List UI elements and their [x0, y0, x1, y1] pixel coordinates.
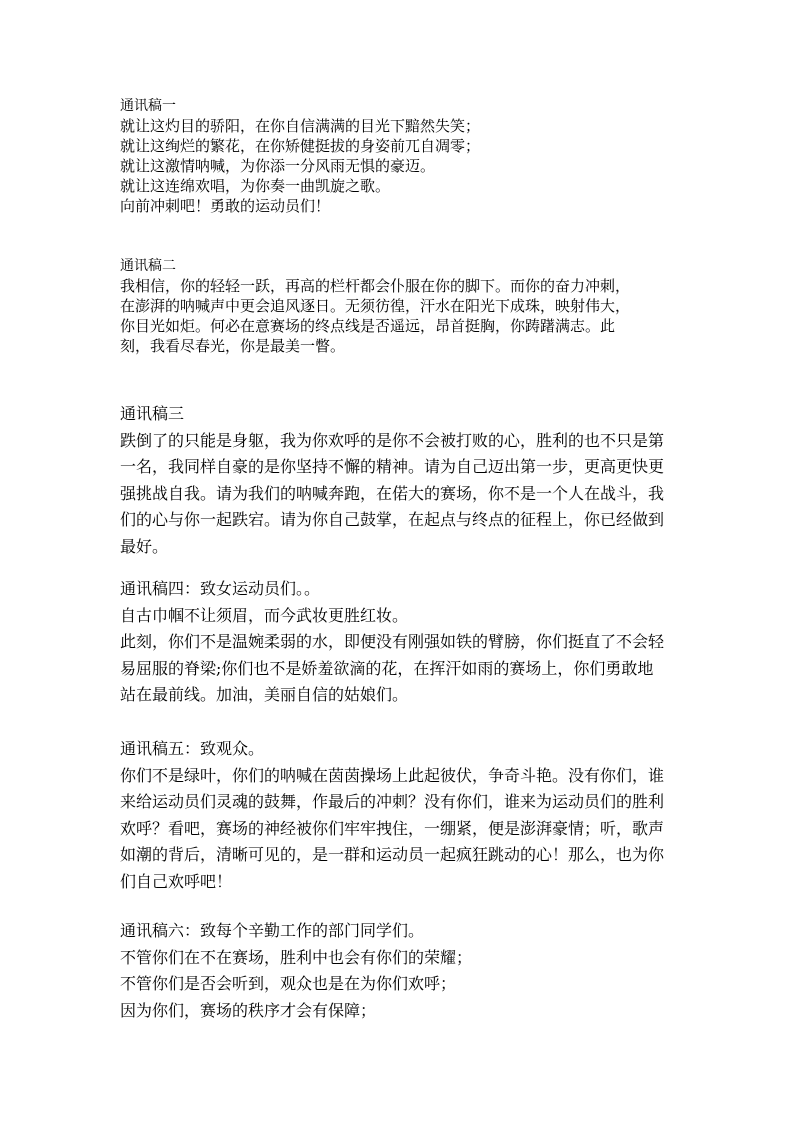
paragraph-line: 来给运动员们灵魂的鼓舞，作最后的冲刺？没有你们，谁来为运动员们的胜利	[120, 792, 665, 811]
section-title: 通讯稿四：致女运动员们。。	[120, 579, 321, 598]
paragraph-line: 我相信，你的轻轻一跃，再高的栏杆都会仆服在你的脚下。而你的奋力冲刺，	[120, 277, 631, 295]
paragraph-line: 不管你们是否会听到，观众也是在为你们欢呼；	[120, 974, 457, 993]
paragraph-line: 就让这绚烂的繁花，在你矫健挺拔的身姿前兀自凋零；	[120, 137, 481, 155]
paragraph-line: 如潮的背后，清晰可见的，是一群和运动员一起疯狂跳动的心！那么，也为你	[120, 845, 665, 864]
paragraph-line: 跌倒了的只能是身躯，我为你欢呼的是你不会被打败的心，胜利的也不只是第	[120, 430, 665, 450]
paragraph-line: 易屈服的脊梁;你们也不是娇羞欲滴的花，在挥汗如雨的赛场上，你们勇敢地	[120, 658, 654, 678]
paragraph-line: 一名，我同样自豪的是你坚持不懈的精神。请为自己迈出第一步，更高更快更	[120, 457, 665, 476]
paragraph-line: 们自己欢呼吧！	[120, 871, 233, 891]
paragraph-line: 向前冲刺吧！勇敢的运动员们！	[120, 197, 331, 215]
paragraph-line: 你目光如炬。何必在意赛场的终点线是否遥远，昂首挺胸，你踌躇满志。此	[120, 317, 616, 335]
section-5	[120, 736, 664, 895]
section-title: 通讯稿二	[120, 258, 176, 274]
section-6	[120, 918, 472, 1024]
section-2	[120, 256, 630, 356]
paragraph-line: 欢呼？看吧，赛场的神经被你们牢牢拽住，一绷紧，便是澎湃豪情；听，歌声	[120, 818, 665, 838]
paragraph-line: 站在最前线。加油，美丽自信的姑娘们。	[120, 685, 409, 704]
paragraph-line: 就让这灼目的骄阳，在你自信满满的目光下黯然失笑；	[120, 117, 481, 135]
paragraph-line: 最好。	[120, 536, 169, 556]
section-title: 通讯稿六：致每个辛勤工作的部门同学们。	[120, 921, 425, 940]
paragraph-line: 因为你们，赛场的秩序才会有保障；	[120, 1000, 377, 1020]
paragraph-line: 你们不是绿叶，你们的呐喊在茵茵操场上此起彼伏，争奇斗艳。没有你们，谁	[120, 765, 665, 785]
paragraph-line: 不管你们在不在赛场，胜利中也会有你们的荣耀；	[120, 947, 473, 967]
paragraph-line: 自古巾帼不让须眉，而今武妆更胜红妆。	[120, 605, 409, 625]
paragraph-line: 在澎湃的呐喊声中更会追风逐日。无须彷徨，汗水在阳光下成珠，映射伟大，	[120, 297, 631, 315]
paragraph-line: 们的心与你一起跌宕。请为你自己鼓掌，在起点与终点的征程上，你已经做到	[120, 510, 665, 529]
paragraph-line: 刻，我看尽春光，你是最美一瞥。	[120, 337, 346, 355]
paragraph-line: 就让这连绵欢唱，为你奏一曲凯旋之歌。	[120, 177, 391, 195]
section-3	[120, 401, 664, 560]
section-title: 通讯稿五：致观众。	[120, 739, 265, 758]
section-title: 通讯稿三	[120, 404, 185, 423]
section-title: 通讯稿一	[120, 98, 176, 114]
paragraph-line: 就让这激情呐喊，为你添一分风雨无惧的豪迈。	[120, 157, 436, 175]
section-1	[120, 96, 480, 216]
section-4	[120, 576, 664, 709]
paragraph-line: 强挑战自我。请为我们的呐喊奔跑，在偌大的赛场，你不是一个人在战斗，我	[120, 483, 665, 503]
paragraph-line: 此刻，你们不是温婉柔弱的水，即便没有刚强如铁的臂膀，你们挺直了不会轻	[120, 632, 665, 651]
